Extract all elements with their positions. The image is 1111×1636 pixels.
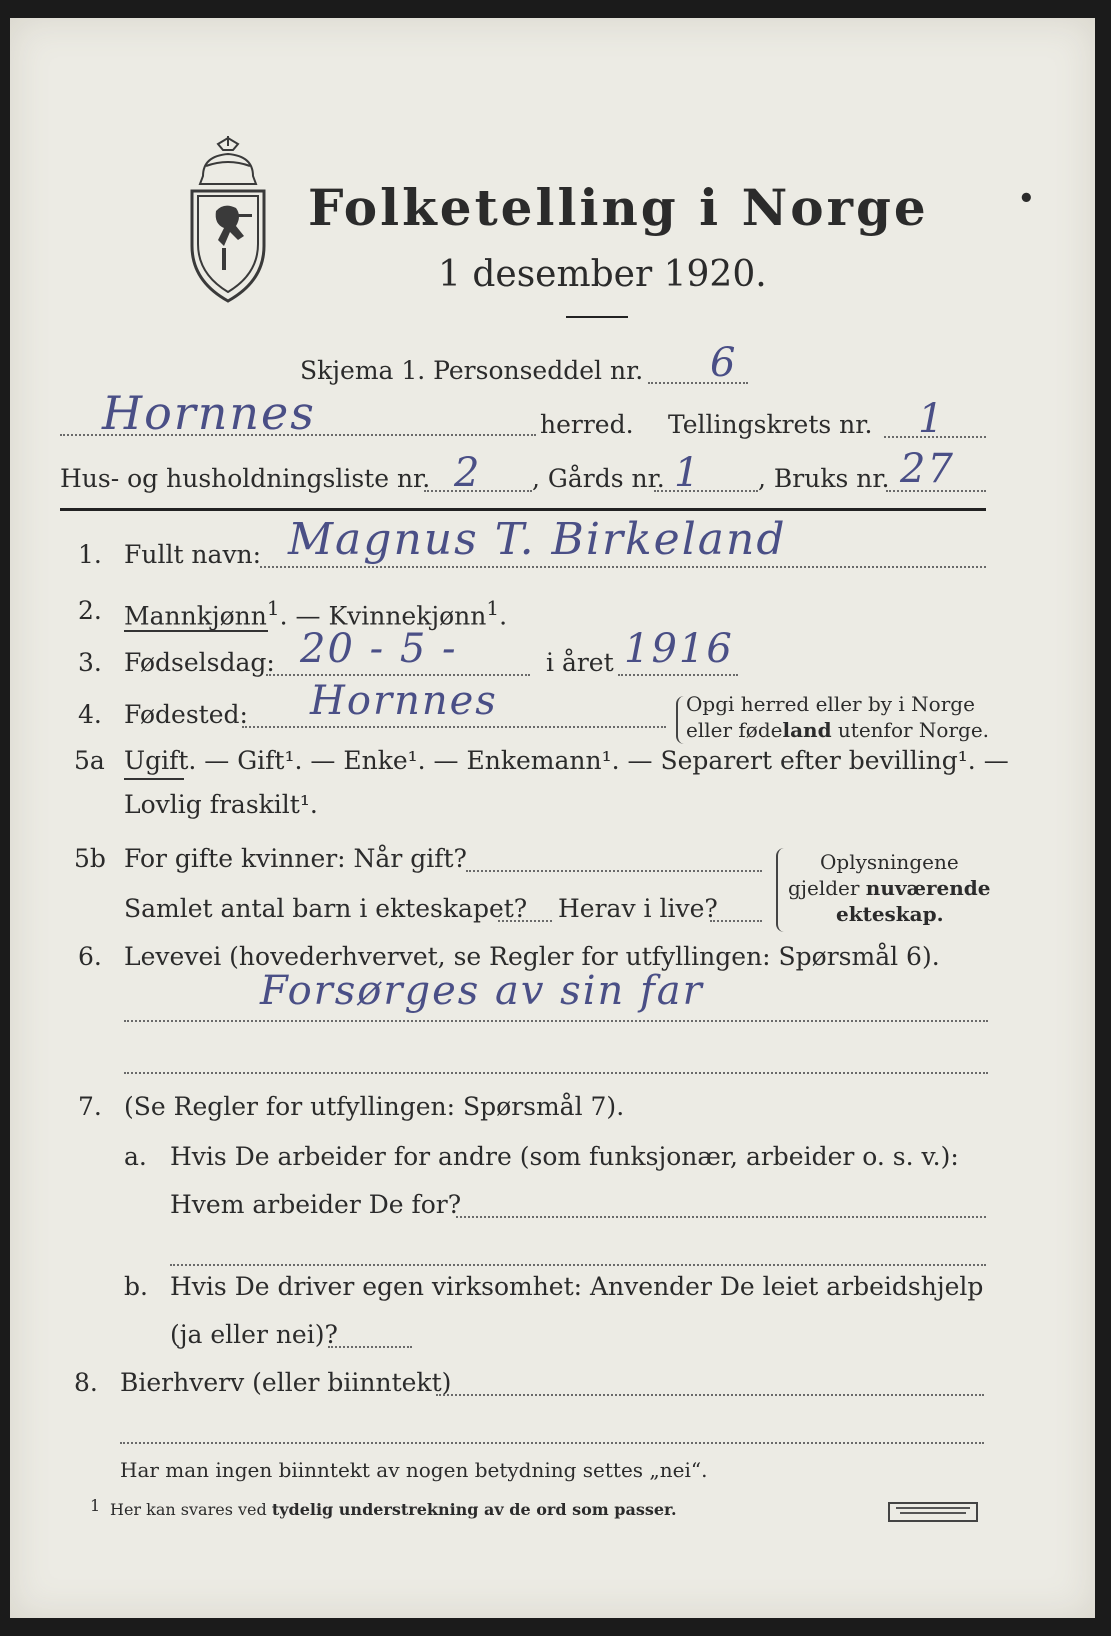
q4-brace bbox=[676, 696, 684, 744]
q2-male-option: Mannkjønn bbox=[124, 601, 267, 631]
tellingskrets-value: 1 bbox=[918, 396, 946, 442]
q3-number: 3. bbox=[78, 648, 102, 677]
q6-value: Forsørges av sin far bbox=[260, 968, 704, 1014]
tellingskrets-label: Tellingskrets nr. bbox=[668, 410, 873, 439]
q8-line1 bbox=[436, 1394, 984, 1396]
herred-value: Hornnes bbox=[102, 386, 316, 440]
q3-label: Fødselsdag: bbox=[124, 648, 275, 677]
title-divider bbox=[566, 316, 628, 318]
coat-of-arms-icon bbox=[178, 136, 278, 306]
q7b-line2: (ja eller nei)? bbox=[170, 1320, 338, 1349]
q4-line bbox=[242, 726, 666, 728]
q5b-note-line2: gjelder nuværende bbox=[788, 876, 991, 900]
q7-number: 7. bbox=[78, 1092, 102, 1121]
q5b-brace bbox=[776, 848, 784, 932]
q2-female-option: Kvinnekjønn bbox=[328, 601, 487, 631]
q3-line bbox=[266, 674, 530, 676]
q5a-ugift-underline bbox=[124, 778, 184, 780]
q7-label: (Se Regler for utfyllingen: Spørsmål 7). bbox=[124, 1092, 625, 1121]
q7a-answer-line2 bbox=[170, 1264, 986, 1266]
q4-note-line1: Opgi herred eller by i Norge bbox=[686, 692, 975, 716]
q6-number: 6. bbox=[78, 942, 102, 971]
q5b-married-line bbox=[466, 870, 762, 872]
q5b-children-label: Samlet antal barn i ekteskapet? bbox=[124, 894, 528, 923]
personseddel-value: 6 bbox=[710, 340, 738, 386]
q4-label: Fødested: bbox=[124, 700, 248, 729]
q5a-number: 5a bbox=[74, 746, 105, 775]
q8-number: 8. bbox=[74, 1368, 98, 1397]
section-rule bbox=[60, 508, 986, 511]
skjema-label: Skjema 1. Personseddel nr. bbox=[300, 356, 644, 385]
q4-value: Hornnes bbox=[310, 678, 498, 724]
q1-number: 1. bbox=[78, 540, 102, 569]
q8-line2 bbox=[120, 1442, 984, 1444]
q7b-number: b. bbox=[124, 1272, 148, 1301]
q2-male-underline bbox=[124, 630, 268, 632]
q7a-line2: Hvem arbeider De for? bbox=[170, 1190, 462, 1219]
q3-year-label: i året bbox=[546, 648, 614, 677]
q5a-line2: Lovlig fraskilt¹. bbox=[124, 790, 318, 819]
form-date: 1 desember 1920. bbox=[438, 254, 767, 295]
q8-label: Bierhverv (eller biinntekt) bbox=[120, 1368, 452, 1397]
q5a-ugift-option: Ugift bbox=[124, 746, 189, 775]
bruks-value: 27 bbox=[900, 446, 955, 492]
q6-label: Levevei (hovederhvervet, se Regler for utfyllingen: Spørsmål 6). bbox=[124, 942, 940, 971]
q1-label: Fullt navn: bbox=[124, 540, 262, 569]
gards-label: , Gårds nr. bbox=[532, 464, 665, 493]
q4-note-line2: eller fødeland utenfor Norge. bbox=[686, 718, 990, 742]
q6-line2 bbox=[124, 1072, 988, 1074]
q5b-number: 5b bbox=[74, 844, 106, 873]
q2-number: 2. bbox=[78, 596, 102, 625]
q4-number: 4. bbox=[78, 700, 102, 729]
q5b-alive-label: Herav i live? bbox=[558, 894, 718, 923]
printer-stamp-icon bbox=[888, 1502, 978, 1522]
q5b-children-line bbox=[498, 920, 552, 922]
bullet-mark: • bbox=[1018, 184, 1038, 214]
hus-value: 2 bbox=[454, 450, 482, 496]
form-title: Folketelling i Norge bbox=[308, 178, 929, 237]
q7a-line1: Hvis De arbeider for andre (som funksjonær, arbeider o. s. v.): bbox=[170, 1142, 959, 1171]
footnote-mark: 1 bbox=[90, 1496, 101, 1515]
gards-value: 1 bbox=[674, 450, 702, 496]
bruks-label: , Bruks nr. bbox=[758, 464, 890, 493]
hus-label: Hus- og husholdningsliste nr. bbox=[60, 464, 431, 493]
q5b-note-line1: Oplysningene bbox=[820, 850, 959, 874]
gards-line bbox=[654, 490, 758, 492]
q5b-note-line3: ekteskap. bbox=[836, 902, 944, 926]
q5b-line1: For gifte kvinner: Når gift? bbox=[124, 844, 467, 873]
footnote-text: Her kan svares ved tydelig understrekning av de ord som passer. bbox=[110, 1500, 677, 1519]
no-income-note: Har man ingen biinntekt av nogen betydning settes „nei“. bbox=[120, 1458, 708, 1482]
q7b-line1: Hvis De driver egen virksomhet: Anvender De leiet arbeidshjelp bbox=[170, 1272, 984, 1301]
q3-year-value: 1916 bbox=[624, 626, 734, 672]
q5b-alive-line bbox=[710, 920, 762, 922]
q7a-answer-line bbox=[456, 1216, 986, 1218]
q1-value: Magnus T. Birkeland bbox=[288, 514, 787, 565]
q1-line bbox=[260, 566, 986, 568]
q7b-answer-line bbox=[328, 1346, 412, 1348]
q3-value: 20 - 5 - bbox=[300, 626, 458, 672]
census-form-page bbox=[10, 18, 1095, 1618]
q7a-number: a. bbox=[124, 1142, 147, 1171]
q3-year-line bbox=[618, 674, 738, 676]
q5a-options: Ugift. — Gift¹. — Enke¹. — Enkemann¹. — Separert efter bevilling¹. — bbox=[124, 746, 1009, 775]
q6-line1 bbox=[124, 1020, 988, 1022]
herred-label: herred. bbox=[540, 410, 634, 439]
q2-options: Mannkjønn$^1$. — Kvinnekjønn$^1$. bbox=[124, 596, 508, 631]
